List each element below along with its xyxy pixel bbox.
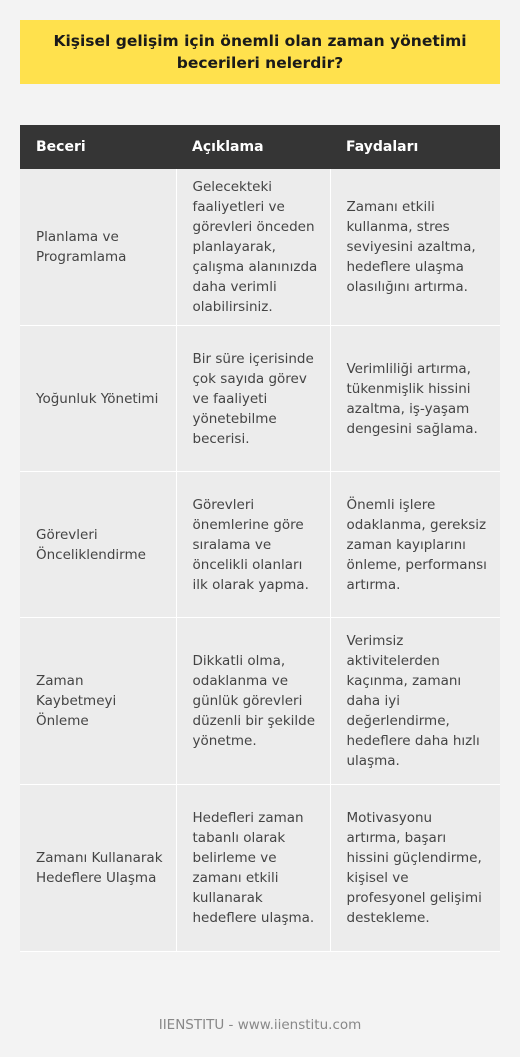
cell-skill: Yoğunluk Yönetimi — [20, 326, 176, 472]
cell-skill: Zaman Kaybetmeyi Önleme — [20, 618, 176, 785]
cell-skill: Zamanı Kullanarak Hedeflere Ulaşma — [20, 785, 176, 952]
table-header-row — [20, 125, 500, 169]
table-row — [20, 326, 500, 472]
skills-table — [20, 125, 500, 952]
cell-benefits: Zamanı etkili kullanma, stres seviyesini azaltma, hedeflere ulaşma olasılığını artırma. — [330, 169, 500, 326]
page-title: Kişisel gelişim için önemli olan zaman yönetimi becerileri nelerdir? — [53, 32, 467, 72]
cell-benefits: Verimsiz aktivitelerden kaçınma, zamanı daha iyi değerlendirme, hedeflere daha hızlı ulaşma. — [330, 618, 500, 785]
footer-credit: IIENSTITU - www.iienstitu.com — [158, 1017, 362, 1033]
cell-skill: Görevleri Önceliklendirme — [20, 472, 176, 618]
cell-description: Görevleri önemlerine göre sıralama ve öncelikli olanları ilk olarak yapma. — [176, 472, 330, 618]
table-row — [20, 618, 500, 785]
cell-benefits: Önemli işlere odaklanma, gereksiz zaman kayıplarını önleme, performansı artırma. — [330, 472, 500, 618]
cell-description: Bir süre içerisinde çok sayıda görev ve faaliyeti yönetebilme becerisi. — [176, 326, 330, 472]
title-banner — [20, 20, 500, 84]
cell-skill: Planlama ve Programlama — [20, 169, 176, 326]
cell-description: Gelecekteki faaliyetleri ve görevleri önceden planlayarak, çalışma alanınızda daha verimli olabilirsiniz. — [176, 169, 330, 326]
table-row — [20, 785, 500, 952]
cell-benefits: Motivasyonu artırma, başarı hissini güçlendirme, kişisel ve profesyonel gelişimi destekleme. — [330, 785, 500, 952]
header-benefits: Faydaları — [330, 125, 500, 169]
cell-benefits: Verimliliği artırma, tükenmişlik hissini azaltma, iş-yaşam dengesini sağlama. — [330, 326, 500, 472]
table-row — [20, 169, 500, 326]
cell-description: Dikkatli olma, odaklanma ve günlük görevleri düzenli bir şekilde yönetme. — [176, 618, 330, 785]
header-skill: Beceri — [20, 125, 176, 169]
cell-description: Hedefleri zaman tabanlı olarak belirleme ve zamanı etkili kullanarak hedeflere ulaşma. — [176, 785, 330, 952]
table-row — [20, 472, 500, 618]
header-description: Açıklama — [176, 125, 330, 169]
